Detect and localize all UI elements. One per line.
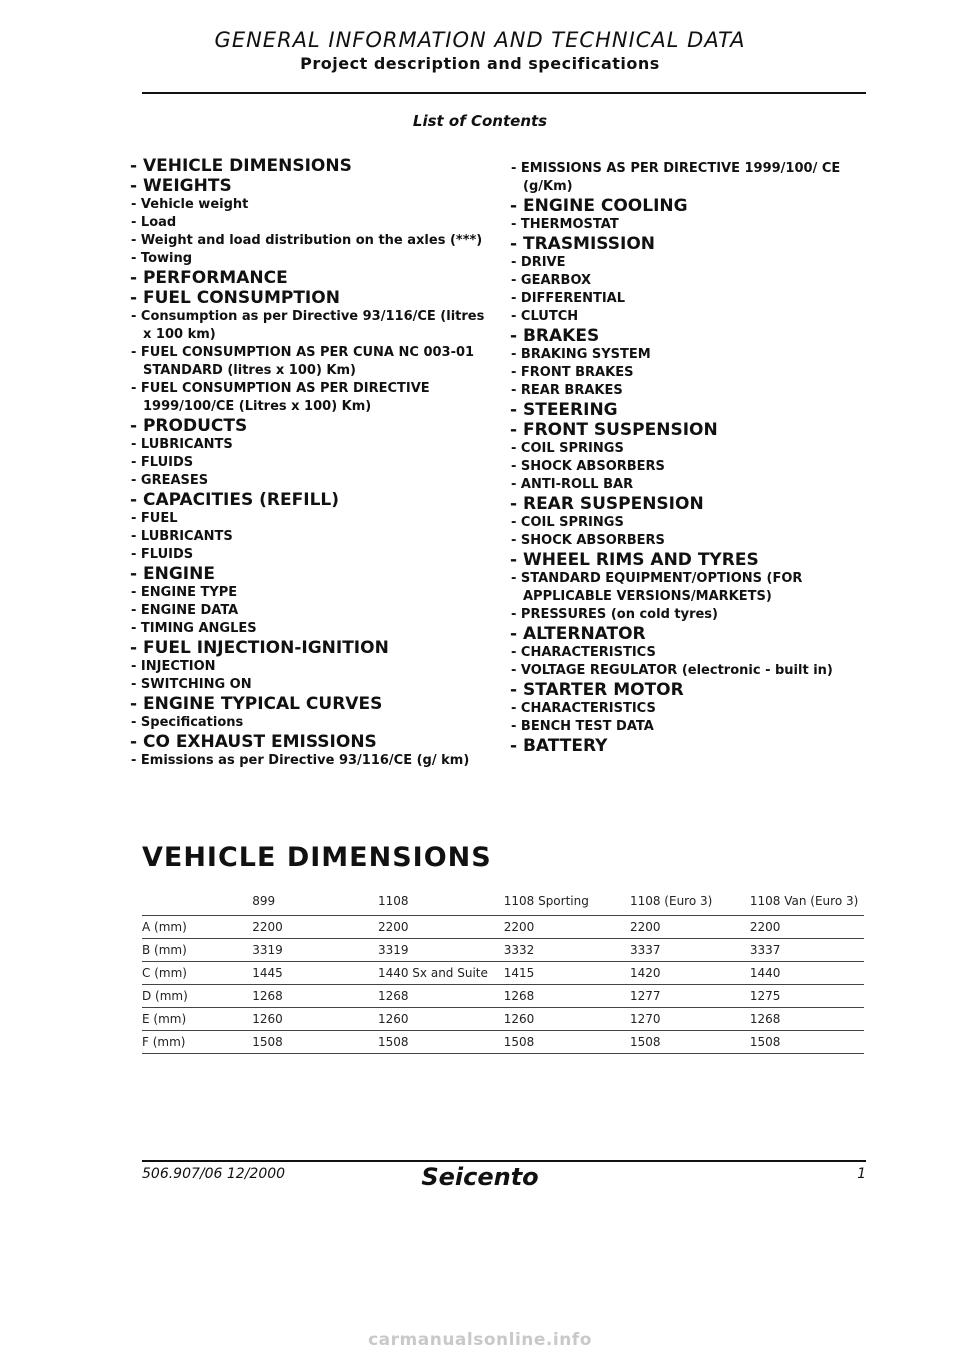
row-label: E (mm) (142, 1012, 187, 1026)
toc-subitem: - FRONT BRAKES (511, 365, 634, 380)
section-title: VEHICLE DIMENSIONS (142, 842, 492, 873)
header-subtitle: Project description and specifications (300, 54, 660, 73)
toc-subitem: - ANTI-ROLL BAR (511, 477, 634, 492)
toc-section-item: - FUEL CONSUMPTION (130, 288, 340, 308)
toc-subitem: - CLUTCH (511, 309, 579, 324)
table-cell: 1260 (503, 1012, 535, 1026)
table-row (142, 962, 864, 985)
toc-subitem: - FUEL CONSUMPTION AS PER DIRECTIVE 1999/100/CE (Litres x 100) Km) (131, 381, 430, 414)
toc-section-item: - ENGINE TYPICAL CURVES (130, 694, 383, 714)
toc-subitem: - ENGINE DATA (131, 603, 239, 618)
table-cell: 2200 (377, 920, 409, 934)
table-cell: 1415 (503, 966, 535, 980)
toc-section-item: - FRONT SUSPENSION (510, 420, 718, 440)
table-cell: 3337 (629, 943, 661, 957)
table-cell: 1268 (377, 989, 409, 1003)
toc-subitem: - LUBRICANTS (131, 437, 233, 452)
row-label: C (mm) (142, 966, 187, 980)
table-cell: 3319 (252, 943, 283, 957)
toc-section-item: - ALTERNATOR (510, 624, 646, 644)
toc-subitem: - Load (131, 215, 177, 230)
table-row (142, 939, 864, 962)
toc-subitem: - SHOCK ABSORBERS (511, 533, 665, 548)
toc-subitem: - EMISSIONS AS PER DIRECTIVE 1999/100/ CE (g/Km) (511, 161, 841, 194)
toc-subitem: - COIL SPRINGS (511, 441, 624, 456)
row-label: D (mm) (142, 989, 188, 1003)
table-cell: 1508 (377, 1035, 409, 1049)
table-cell: 1268 (252, 989, 283, 1003)
toc-subitem: - TIMING ANGLES (131, 621, 257, 636)
toc-section-item: - BRAKES (510, 326, 600, 346)
table-cell: 3337 (749, 943, 781, 957)
footer-code: 506.907/06 12/2000 (142, 1166, 286, 1182)
toc-section-item: - REAR SUSPENSION (510, 494, 704, 514)
toc-subitem: - INJECTION (131, 659, 216, 674)
header-title: GENERAL INFORMATION AND TECHNICAL DATA (214, 28, 746, 52)
toc-subitem: - Emissions as per Directive 93/116/CE (g/ km) (131, 753, 470, 768)
table-header-row (142, 890, 864, 916)
row-label: A (mm) (142, 920, 187, 934)
toc-section-item: - STEERING (510, 400, 618, 420)
toc-subitem: - STANDARD EQUIPMENT/OPTIONS (FOR APPLICABLE VERSIONS/MARKETS) (511, 571, 803, 604)
column-header: 899 (252, 894, 276, 908)
column-header: 1108 Van (Euro 3) (749, 894, 859, 908)
toc-subitem: - ENGINE TYPE (131, 585, 238, 600)
page-number: 1 (857, 1166, 866, 1182)
toc-subitem: - THERMOSTAT (511, 217, 619, 232)
toc-subitem: - Towing (131, 251, 193, 266)
table-cell: 1268 (503, 989, 535, 1003)
table-cell: 1260 (252, 1012, 283, 1026)
toc-subitem: - CHARACTERISTICS (511, 701, 656, 716)
toc-left-column (130, 156, 493, 770)
toc-subitem: - REAR BRAKES (511, 383, 623, 398)
toc-section-item: - STARTER MOTOR (510, 680, 684, 700)
toc-section-item: - CO EXHAUST EMISSIONS (130, 732, 377, 752)
toc-subitem: - BENCH TEST DATA (511, 719, 654, 734)
table-cell: 1440 (749, 966, 781, 980)
toc-subitem: - DRIVE (511, 255, 566, 270)
toc-subitem: - FUEL CONSUMPTION AS PER CUNA NC 003-01 STANDARD (litres x 100) Km) (131, 345, 475, 378)
table-row (142, 1008, 864, 1031)
toc-subitem: - FLUIDS (131, 547, 194, 562)
toc-heading: List of Contents (412, 112, 548, 130)
toc-section-item: - ENGINE (130, 564, 215, 584)
toc-subitem: - Weight and load distribution on the axles (***) (131, 233, 483, 248)
table-cell: 1260 (377, 1012, 409, 1026)
toc-subitem: - Specifications (131, 715, 244, 730)
table-cell: 1420 (629, 966, 661, 980)
toc-subitem: - LUBRICANTS (131, 529, 233, 544)
toc-subitem: - FUEL (131, 511, 178, 526)
toc-section-item: - BATTERY (510, 736, 608, 756)
table-cell: 1508 (252, 1035, 283, 1049)
table-cell: 2200 (749, 920, 781, 934)
row-label: F (mm) (142, 1035, 186, 1049)
column-header (142, 890, 252, 916)
toc-subitem: - SHOCK ABSORBERS (511, 459, 665, 474)
table-cell: 1440 Sx and Suite (377, 966, 488, 980)
toc-subitem: - CHARACTERISTICS (511, 645, 656, 660)
toc-subitem: - COIL SPRINGS (511, 515, 624, 530)
table-cell: 2200 (629, 920, 661, 934)
toc-section-item: - PRODUCTS (130, 416, 248, 436)
column-header: 1108 (377, 894, 409, 908)
table-row (142, 1031, 864, 1054)
table-cell: 1275 (749, 989, 781, 1003)
toc-subitem: - BRAKING SYSTEM (511, 347, 651, 362)
toc-section-item: - CAPACITIES (REFILL) (130, 490, 340, 510)
table-row (142, 916, 864, 939)
toc-section-item: - VEHICLE DIMENSIONS (130, 156, 352, 176)
toc-subitem: - FLUIDS (131, 455, 194, 470)
column-header: 1108 Sporting (503, 894, 589, 908)
toc-section-item: - ENGINE COOLING (510, 196, 688, 216)
table-cell: 1277 (629, 989, 661, 1003)
toc-section-item: - WHEEL RIMS AND TYRES (510, 550, 759, 570)
header-rule (142, 92, 866, 94)
table-cell: 1270 (629, 1012, 661, 1026)
table-cell: 1508 (749, 1035, 781, 1049)
table-body (142, 916, 864, 1054)
row-label: B (mm) (142, 943, 187, 957)
table-cell: 1268 (749, 1012, 781, 1026)
toc-right-column (510, 160, 873, 756)
watermark: carmanualsonline.info (368, 1330, 592, 1350)
table-row (142, 985, 864, 1008)
toc-subitem: - VOLTAGE REGULATOR (electronic - built in) (511, 663, 833, 678)
column-header: 1108 (Euro 3) (629, 894, 713, 908)
toc-section-item: - FUEL INJECTION-IGNITION (130, 638, 389, 658)
footer-rule (142, 1160, 866, 1162)
table-cell: 1445 (252, 966, 283, 980)
toc-section-item: - PERFORMANCE (130, 268, 288, 288)
toc-section-item: - TRASMISSION (510, 234, 656, 254)
footer-brand: Seicento (421, 1163, 539, 1191)
toc-section-item: - WEIGHTS (130, 176, 232, 196)
table-cell: 3319 (377, 943, 409, 957)
toc-subitem: - Vehicle weight (131, 197, 249, 212)
toc-subitem: - GEARBOX (511, 273, 592, 288)
toc-subitem: - DIFFERENTIAL (511, 291, 626, 306)
toc-subitem: - Consumption as per Directive 93/116/CE (litres x 100 km) (131, 309, 485, 342)
toc-subitem: - SWITCHING ON (131, 677, 252, 692)
table-cell: 2200 (503, 920, 535, 934)
table-cell: 1508 (629, 1035, 661, 1049)
table-cell: 2200 (252, 920, 283, 934)
table-cell: 3332 (503, 943, 535, 957)
toc-subitem: - PRESSURES (on cold tyres) (511, 607, 718, 622)
dimensions-table (142, 890, 864, 1054)
table-cell: 1508 (503, 1035, 535, 1049)
toc-subitem: - GREASES (131, 473, 209, 488)
